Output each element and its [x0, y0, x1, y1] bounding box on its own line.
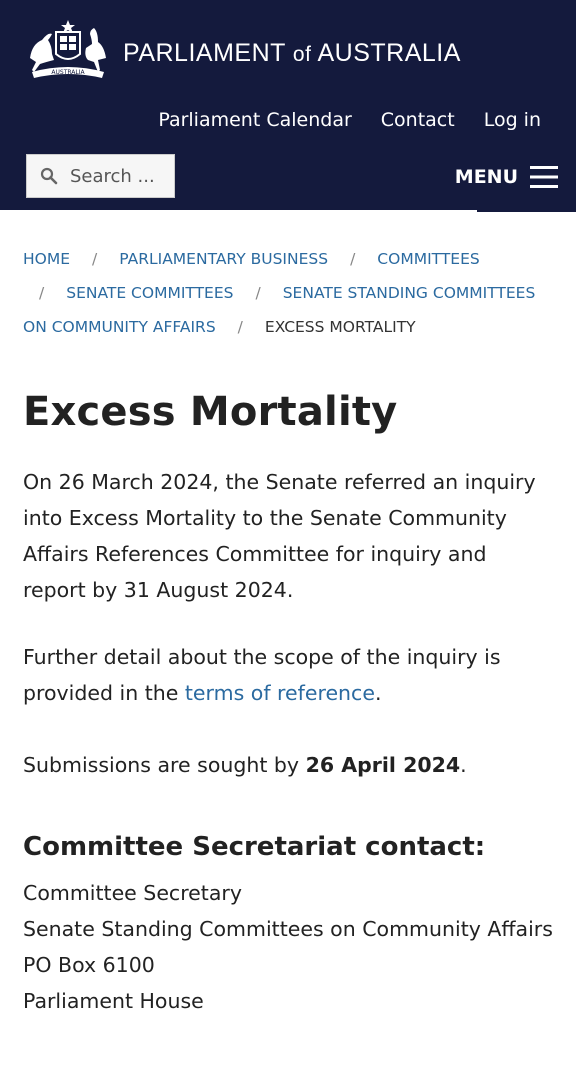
breadcrumb-separator: / — [255, 284, 261, 302]
breadcrumb-current: EXCESS MORTALITY — [264, 318, 416, 336]
submissions-deadline: 26 April 2024 — [305, 753, 461, 777]
contact-line: Committee Secretary — [23, 881, 242, 905]
breadcrumb-senate-committees[interactable]: SENATE COMMITTEES — [66, 284, 234, 302]
search-input[interactable] — [70, 166, 170, 187]
top-links — [158, 109, 541, 131]
contact-line: Senate Standing Committees on Community Affairs — [23, 917, 553, 941]
submissions-text-end: . — [460, 753, 467, 777]
breadcrumb-parliamentary-business[interactable]: PARLIAMENTARY BUSINESS — [119, 250, 329, 268]
breadcrumb-separator: / — [350, 250, 356, 268]
breadcrumb-committees[interactable]: COMMITTEES — [377, 250, 480, 268]
submissions-paragraph — [23, 747, 553, 783]
site-title-country: AUSTRALIA — [317, 39, 461, 67]
site-header — [0, 0, 576, 212]
page-title: Excess Mortality — [23, 389, 398, 435]
breadcrumb-separator: / — [92, 250, 98, 268]
parliament-calendar-link[interactable]: Parliament Calendar — [158, 109, 352, 131]
site-title-main: PARLIAMENT — [123, 39, 286, 67]
scope-paragraph — [23, 639, 553, 711]
header-divider — [0, 210, 477, 212]
contact-line: PO Box 6100 — [23, 953, 155, 977]
submissions-text: Submissions are sought by — [23, 753, 306, 777]
log-in-link[interactable]: Log in — [483, 109, 541, 131]
search-icon[interactable] — [40, 167, 58, 185]
breadcrumb-separator: / — [39, 284, 45, 302]
site-title-of: of — [292, 43, 312, 66]
svg-text:AUSTRALIA: AUSTRALIA — [51, 69, 85, 76]
site-title[interactable] — [123, 39, 461, 68]
breadcrumb-home[interactable]: HOME — [23, 250, 71, 268]
contact-address — [23, 875, 553, 1019]
menu-button[interactable] — [455, 160, 558, 194]
contact-line: Parliament House — [23, 989, 204, 1013]
contact-heading: Committee Secretariat contact: — [23, 832, 486, 862]
hamburger-icon — [530, 164, 558, 190]
breadcrumb-senate-standing-committees[interactable]: SENATE STANDING COMMITTEES ON COMMUNITY AFFAIRS — [23, 284, 536, 336]
scope-text-end: . — [374, 681, 382, 705]
search-box[interactable] — [26, 154, 175, 198]
menu-label: MENU — [454, 166, 518, 188]
scope-text: Further detail about the scope of the inquiry is provided in the — [23, 645, 501, 705]
breadcrumb-separator: / — [237, 318, 243, 336]
coat-of-arms-logo[interactable] — [22, 18, 114, 84]
contact-link[interactable]: Contact — [380, 109, 455, 131]
breadcrumb — [23, 242, 553, 344]
terms-of-reference-link[interactable]: terms of reference — [184, 681, 375, 705]
inquiry-intro-paragraph: On 26 March 2024, the Senate referred an inquiry into Excess Mortality to the Senate Community Affairs References Committee for inquiry and report by 31 August 2024. — [23, 470, 536, 602]
main-content — [23, 388, 553, 1019]
